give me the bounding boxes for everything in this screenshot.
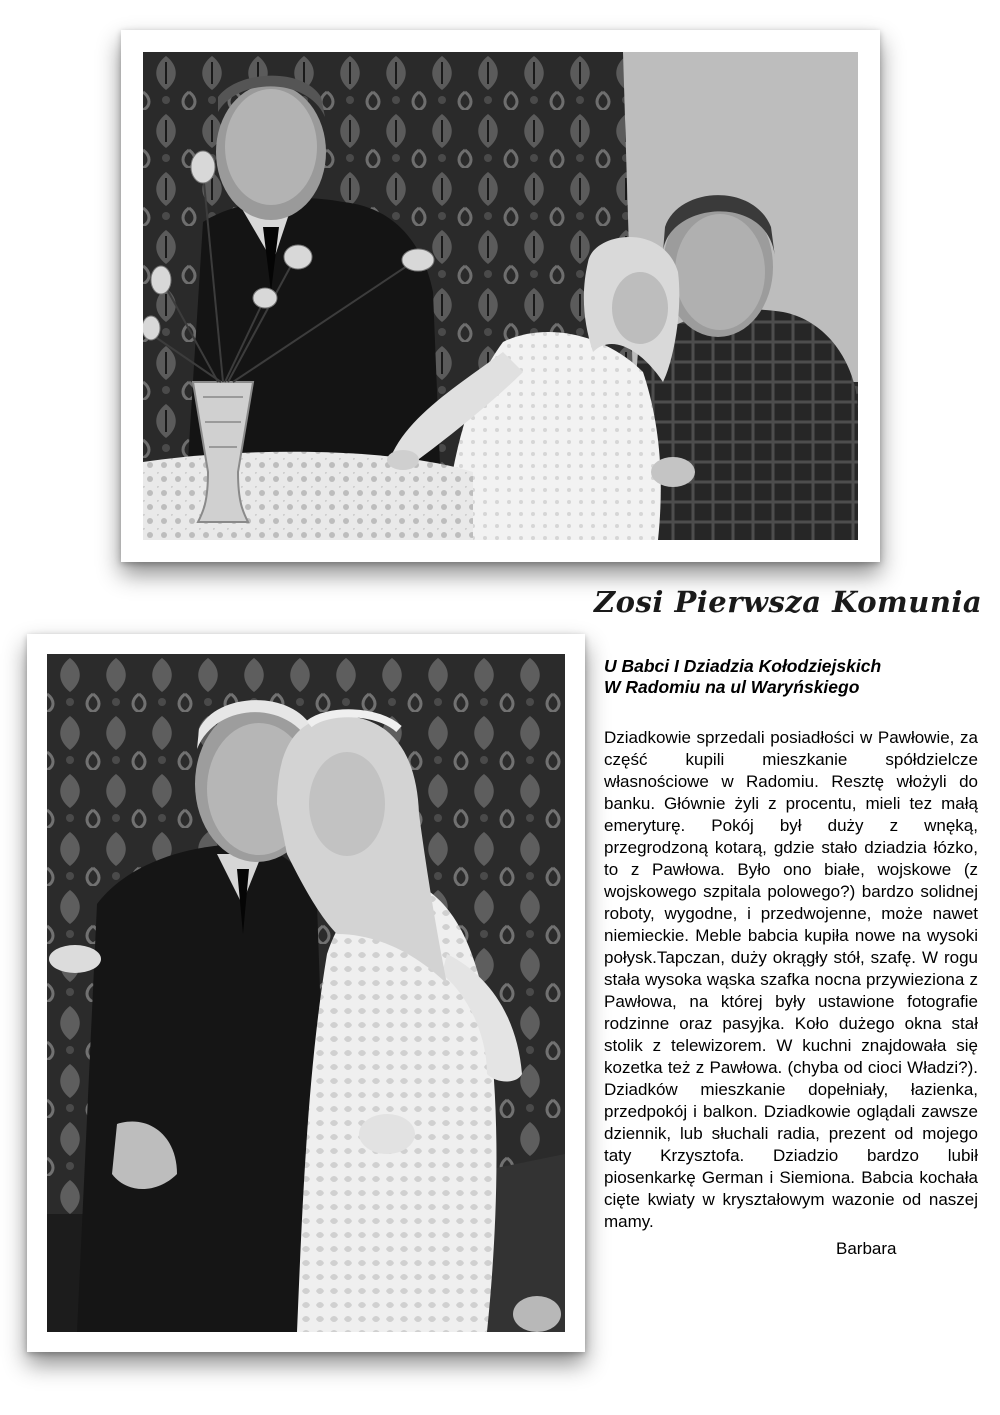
article-heading-line-2: W Radomiu na ul Waryńskiego xyxy=(604,677,860,697)
article-heading-line-1: U Babci I Dziadzia Kołodziejskich xyxy=(604,656,882,676)
photo-grandparents-with-girl xyxy=(143,52,858,540)
author-signature: Barbara xyxy=(836,1239,897,1258)
article-heading xyxy=(604,656,984,698)
article-body: Dziadkowie sprzedali posiadłości w Pawłowie, za część kupili mieszkanie spółdzielcze własnościowe w Radomiu. Resztę włożyli do banku. Głównie żyli z procentu, mieli tez małą emeryturę. Pokój był duży z wnęką, przegrodzoną kotarą, gdzie stało dziadzia łózko, to z Pawłowa. Było ono białe, wojskowe (z wojskowego szpitala polowego?) bardzo solidnej roboty, wygodne, i przedwojenne, może nawet niemieckie. Meble babcia kupiła nowe na wysoki połysk.Tapczan, duży okrągły stół, szafę. W rogu stała wysoka wąska szafka nocna przywieziona z Pawłowa, na której były ustawione fotografie rodzinne oraz pasyjka. Koło dużego okna stał stolik z telewizorem. W kuchni znajdowała się kozetka też z Pawłowa. (chyba od cioci Władzi?). Dziadków mieszkanie dopełniały, łazienka, przedpokój i balkon. Dziadkowie oglądali zawsze dziennik, lub słuchali radia, prezent od mojego taty Krzysztofa. Dziadzio bardzo lubił piosenkarkę German i Siemiona. Babcia kochała cięte kwiaty w kryształowym wazonie od naszej mamy. xyxy=(604,728,978,1231)
photo-bottom-frame xyxy=(27,634,585,1352)
photo-top-frame xyxy=(121,30,880,562)
page-title: Zosi Pierwsza Komunia xyxy=(594,585,983,619)
photo-grandfather-with-girl xyxy=(47,654,565,1332)
